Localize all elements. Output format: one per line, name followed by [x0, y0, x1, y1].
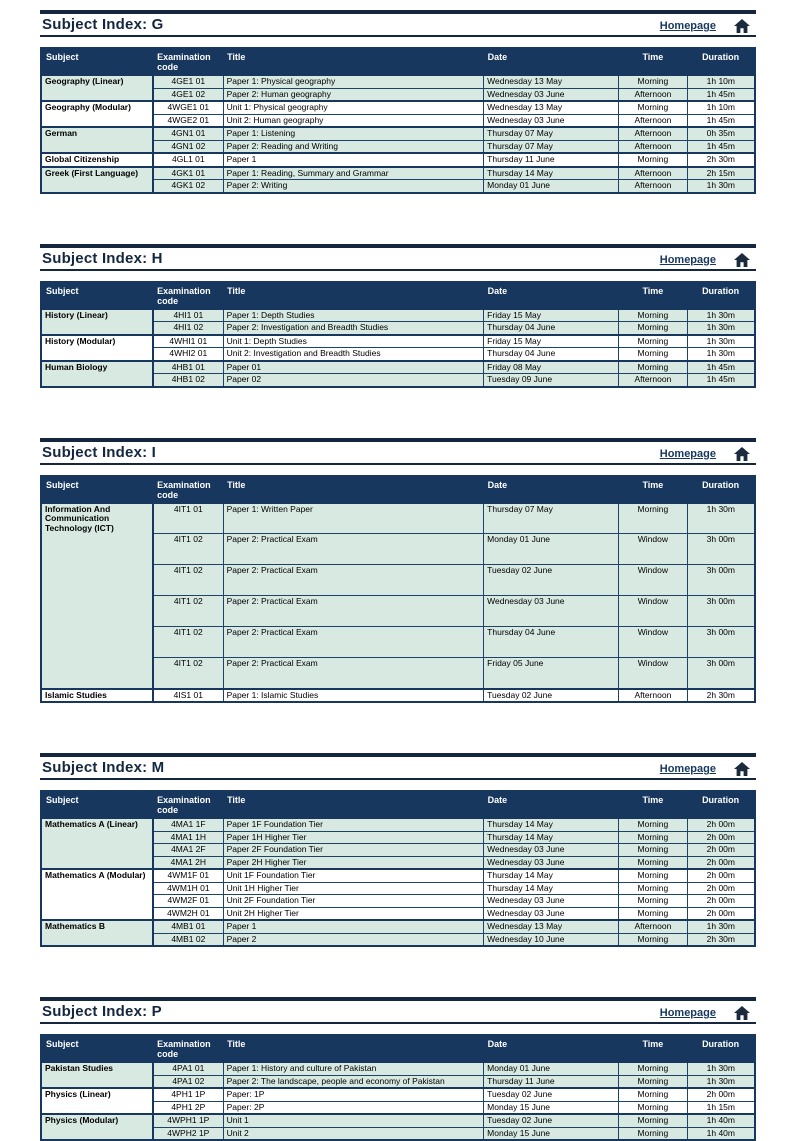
title-cell: Unit 1: Depth Studies	[223, 335, 484, 348]
table-row	[41, 869, 755, 882]
title-cell: Paper: 2P	[223, 1101, 484, 1114]
subject-cell: Human Biology	[41, 361, 153, 387]
exam-code-cell: 4WM1F 01	[153, 869, 223, 882]
home-icon[interactable]	[734, 19, 750, 33]
time-cell: Morning	[619, 322, 688, 335]
time-cell: Morning	[619, 153, 688, 167]
title-cell: Unit 1: Physical geography	[223, 101, 484, 114]
title-cell: Paper 2F Foundation Tier	[223, 844, 484, 857]
exam-code-cell: 4GK1 01	[153, 167, 223, 180]
duration-cell: 1h 30m	[687, 348, 755, 361]
date-cell: Monday 01 June	[484, 180, 619, 193]
duration-cell: 3h 00m	[687, 627, 755, 658]
title-cell: Paper 2: Practical Exam	[223, 627, 484, 658]
time-cell: Afternoon	[619, 689, 688, 703]
exam-code-cell: 4HI1 02	[153, 322, 223, 335]
title-cell: Unit 2: Human geography	[223, 114, 484, 127]
subject-cell: History (Linear)	[41, 309, 153, 335]
time-cell: Morning	[619, 348, 688, 361]
exam-code-cell: 4WM2H 01	[153, 907, 223, 920]
time-cell: Morning	[619, 1127, 688, 1140]
exam-code-cell: 4GN1 01	[153, 127, 223, 140]
section-title: Subject Index: G	[42, 16, 164, 33]
exam-code-cell: 4MB1 02	[153, 933, 223, 946]
subject-cell: Global Citizenship	[41, 153, 153, 167]
title-cell: Paper 02	[223, 374, 484, 387]
duration-cell: 1h 30m	[687, 503, 755, 534]
time-cell: Afternoon	[619, 114, 688, 127]
duration-cell: 2h 30m	[687, 689, 755, 703]
subject-cell: Pakistan Studies	[41, 1062, 153, 1088]
subject-index-section	[40, 997, 756, 1141]
duration-cell: 3h 00m	[687, 565, 755, 596]
table-row	[41, 503, 755, 534]
title-cell: Paper 2: Writing	[223, 180, 484, 193]
duration-cell: 2h 00m	[687, 895, 755, 908]
duration-cell: 1h 30m	[687, 920, 755, 933]
column-header-exam-code: Examination code	[153, 282, 223, 309]
column-header-time: Time	[619, 282, 688, 309]
subject-cell: Information And Communication Technology (ICT)	[41, 503, 153, 689]
exam-code-cell: 4WPH1 1P	[153, 1114, 223, 1127]
column-header-title: Title	[223, 282, 484, 309]
column-header-date: Date	[484, 1035, 619, 1062]
time-cell: Morning	[619, 844, 688, 857]
table-row	[41, 153, 755, 167]
exam-code-cell: 4WGE2 01	[153, 114, 223, 127]
column-header-subject: Subject	[41, 1035, 153, 1062]
table-row	[41, 127, 755, 140]
title-cell: Paper 1	[223, 920, 484, 933]
subject-cell: Physics (Linear)	[41, 1088, 153, 1114]
date-cell: Monday 01 June	[484, 534, 619, 565]
subject-cell: Greek (First Language)	[41, 167, 153, 193]
duration-cell: 2h 00m	[687, 869, 755, 882]
column-header-time: Time	[619, 476, 688, 503]
date-cell: Wednesday 03 June	[484, 907, 619, 920]
time-cell: Morning	[619, 907, 688, 920]
date-cell: Wednesday 03 June	[484, 596, 619, 627]
date-cell: Friday 15 May	[484, 335, 619, 348]
time-cell: Afternoon	[619, 167, 688, 180]
table-row	[41, 75, 755, 88]
duration-cell: 3h 00m	[687, 658, 755, 689]
table-row	[41, 1088, 755, 1101]
title-cell: Unit 1F Foundation Tier	[223, 869, 484, 882]
date-cell: Thursday 07 May	[484, 503, 619, 534]
section-header-right	[660, 1006, 754, 1020]
duration-cell: 2h 00m	[687, 844, 755, 857]
title-cell: Paper 2: Practical Exam	[223, 534, 484, 565]
section-header-right	[660, 253, 754, 267]
date-cell: Tuesday 02 June	[484, 689, 619, 703]
subject-cell: History (Modular)	[41, 335, 153, 361]
duration-cell: 1h 30m	[687, 309, 755, 322]
table-row	[41, 1062, 755, 1075]
time-cell: Morning	[619, 75, 688, 88]
time-cell: Morning	[619, 933, 688, 946]
home-icon[interactable]	[734, 253, 750, 267]
duration-cell: 3h 00m	[687, 534, 755, 565]
column-header-date: Date	[484, 282, 619, 309]
duration-cell: 2h 00m	[687, 1088, 755, 1101]
duration-cell: 2h 15m	[687, 167, 755, 180]
date-cell: Tuesday 02 June	[484, 1114, 619, 1127]
date-cell: Wednesday 03 June	[484, 114, 619, 127]
title-cell: Unit 1H Higher Tier	[223, 882, 484, 895]
duration-cell: 1h 15m	[687, 1101, 755, 1114]
table-row	[41, 818, 755, 831]
table-row	[41, 920, 755, 933]
date-cell: Wednesday 13 May	[484, 75, 619, 88]
table-row	[41, 361, 755, 374]
duration-cell: 1h 40m	[687, 1127, 755, 1140]
duration-cell: 1h 45m	[687, 374, 755, 387]
time-cell: Morning	[619, 309, 688, 322]
column-header-time: Time	[619, 791, 688, 818]
column-header-time: Time	[619, 1035, 688, 1062]
subject-index-section	[40, 244, 756, 388]
exam-code-cell: 4HI1 01	[153, 309, 223, 322]
home-icon[interactable]	[734, 447, 750, 461]
duration-cell: 2h 30m	[687, 933, 755, 946]
header-row	[41, 476, 755, 503]
duration-cell: 1h 10m	[687, 75, 755, 88]
exam-code-cell: 4WPH2 1P	[153, 1127, 223, 1140]
date-cell: Monday 01 June	[484, 1062, 619, 1075]
exam-code-cell: 4MA1 2F	[153, 844, 223, 857]
section-title: Subject Index: P	[42, 1003, 162, 1020]
column-header-exam-code: Examination code	[153, 1035, 223, 1062]
title-cell: Paper 1F Foundation Tier	[223, 818, 484, 831]
exam-code-cell: 4IS1 01	[153, 689, 223, 703]
duration-cell: 1h 30m	[687, 1062, 755, 1075]
time-cell: Morning	[619, 818, 688, 831]
exam-code-cell: 4WM2F 01	[153, 895, 223, 908]
section-header	[40, 10, 756, 37]
subject-cell: German	[41, 127, 153, 153]
date-cell: Friday 05 June	[484, 658, 619, 689]
time-cell: Morning	[619, 869, 688, 882]
time-cell: Afternoon	[619, 920, 688, 933]
duration-cell: 1h 40m	[687, 1114, 755, 1127]
title-cell: Paper 1: Depth Studies	[223, 309, 484, 322]
date-cell: Wednesday 10 June	[484, 933, 619, 946]
date-cell: Thursday 14 May	[484, 882, 619, 895]
duration-cell: 1h 45m	[687, 361, 755, 374]
duration-cell: 2h 00m	[687, 882, 755, 895]
date-cell: Friday 08 May	[484, 361, 619, 374]
exam-code-cell: 4GK1 02	[153, 180, 223, 193]
duration-cell: 1h 30m	[687, 322, 755, 335]
time-cell: Morning	[619, 1101, 688, 1114]
duration-cell: 2h 00m	[687, 831, 755, 844]
date-cell: Thursday 04 June	[484, 348, 619, 361]
title-cell: Paper 2: Practical Exam	[223, 596, 484, 627]
time-cell: Morning	[619, 1075, 688, 1088]
title-cell: Paper 2: Investigation and Breadth Studies	[223, 322, 484, 335]
date-cell: Thursday 14 May	[484, 831, 619, 844]
duration-cell: 1h 30m	[687, 335, 755, 348]
subject-cell: Physics (Modular)	[41, 1114, 153, 1140]
exam-code-cell: 4IT1 02	[153, 565, 223, 596]
date-cell: Thursday 04 June	[484, 322, 619, 335]
time-cell: Window	[619, 565, 688, 596]
exam-code-cell: 4PA1 02	[153, 1075, 223, 1088]
title-cell: Paper 1	[223, 153, 484, 167]
exam-code-cell: 4IT1 02	[153, 534, 223, 565]
section-header-right	[660, 447, 754, 461]
exam-code-cell: 4MA1 1F	[153, 818, 223, 831]
column-header-title: Title	[223, 48, 484, 75]
section-header-right	[660, 762, 754, 776]
date-cell: Monday 15 June	[484, 1127, 619, 1140]
time-cell: Afternoon	[619, 127, 688, 140]
time-cell: Morning	[619, 361, 688, 374]
home-icon[interactable]	[734, 762, 750, 776]
title-cell: Paper 2: Reading and Writing	[223, 140, 484, 153]
section-header	[40, 244, 756, 271]
column-header-duration: Duration	[687, 476, 755, 503]
time-cell: Morning	[619, 856, 688, 869]
column-header-exam-code: Examination code	[153, 476, 223, 503]
date-cell: Tuesday 02 June	[484, 565, 619, 596]
title-cell: Paper 2	[223, 933, 484, 946]
time-cell: Morning	[619, 335, 688, 348]
exam-code-cell: 4IT1 02	[153, 627, 223, 658]
homepage-link[interactable]: Homepage	[659, 20, 716, 32]
exam-code-cell: 4WHI2 01	[153, 348, 223, 361]
duration-cell: 2h 30m	[687, 153, 755, 167]
homepage-link[interactable]: Homepage	[659, 447, 716, 460]
title-cell: Paper 1: Written Paper	[223, 503, 484, 534]
column-header-duration: Duration	[687, 282, 755, 309]
column-header-date: Date	[484, 791, 619, 818]
home-icon[interactable]	[734, 1006, 750, 1020]
duration-cell: 1h 45m	[687, 88, 755, 101]
date-cell: Wednesday 13 May	[484, 920, 619, 933]
title-cell: Unit 2H Higher Tier	[223, 907, 484, 920]
exam-code-cell: 4GN1 02	[153, 140, 223, 153]
exam-code-cell: 4PH1 1P	[153, 1088, 223, 1101]
table-row	[41, 101, 755, 114]
date-cell: Thursday 14 May	[484, 167, 619, 180]
header-row	[41, 1035, 755, 1062]
date-cell: Thursday 07 May	[484, 140, 619, 153]
subject-index-section	[40, 10, 756, 194]
table-row	[41, 167, 755, 180]
title-cell: Unit 1	[223, 1114, 484, 1127]
date-cell: Thursday 11 June	[484, 1075, 619, 1088]
title-cell: Unit 2	[223, 1127, 484, 1140]
column-header-subject: Subject	[41, 791, 153, 818]
exam-code-cell: 4PH1 2P	[153, 1101, 223, 1114]
subject-cell: Geography (Linear)	[41, 75, 153, 101]
section-header-right	[660, 19, 754, 33]
column-header-date: Date	[484, 48, 619, 75]
title-cell: Paper 2: Human geography	[223, 88, 484, 101]
exam-code-cell: 4IT1 01	[153, 503, 223, 534]
section-header	[40, 997, 756, 1024]
time-cell: Morning	[619, 882, 688, 895]
duration-cell: 1h 45m	[687, 114, 755, 127]
time-cell: Window	[619, 534, 688, 565]
duration-cell: 2h 00m	[687, 856, 755, 869]
exam-code-cell: 4GE1 01	[153, 75, 223, 88]
time-cell: Morning	[619, 1114, 688, 1127]
table-row	[41, 335, 755, 348]
date-cell: Thursday 11 June	[484, 153, 619, 167]
title-cell: Paper 1: Islamic Studies	[223, 689, 484, 703]
date-cell: Thursday 14 May	[484, 869, 619, 882]
exam-code-cell: 4GL1 01	[153, 153, 223, 167]
duration-cell: 2h 00m	[687, 818, 755, 831]
title-cell: Paper 01	[223, 361, 484, 374]
date-cell: Tuesday 02 June	[484, 1088, 619, 1101]
header-row	[41, 791, 755, 818]
subject-index-section	[40, 753, 756, 947]
homepage-link[interactable]: Homepage	[659, 253, 716, 266]
column-header-subject: Subject	[41, 476, 153, 503]
time-cell: Morning	[619, 503, 688, 534]
date-cell: Wednesday 03 June	[484, 88, 619, 101]
duration-cell: 2h 00m	[687, 907, 755, 920]
table-row	[41, 309, 755, 322]
sections-root	[40, 10, 756, 1141]
column-header-exam-code: Examination code	[153, 48, 223, 75]
column-header-time: Time	[619, 48, 688, 75]
exam-code-cell: 4HB1 01	[153, 361, 223, 374]
time-cell: Afternoon	[619, 180, 688, 193]
exam-table	[40, 790, 756, 947]
date-cell: Wednesday 03 June	[484, 844, 619, 857]
time-cell: Morning	[619, 1088, 688, 1101]
date-cell: Thursday 14 May	[484, 818, 619, 831]
time-cell: Window	[619, 596, 688, 627]
exam-code-cell: 4GE1 02	[153, 88, 223, 101]
exam-code-cell: 4WGE1 01	[153, 101, 223, 114]
date-cell: Tuesday 09 June	[484, 374, 619, 387]
time-cell: Afternoon	[619, 140, 688, 153]
column-header-subject: Subject	[41, 48, 153, 75]
duration-cell: 3h 00m	[687, 596, 755, 627]
title-cell: Paper 2: Practical Exam	[223, 658, 484, 689]
title-cell: Unit 2: Investigation and Breadth Studies	[223, 348, 484, 361]
section-header	[40, 438, 756, 465]
title-cell: Paper 1: Physical geography	[223, 75, 484, 88]
exam-code-cell: 4MB1 01	[153, 920, 223, 933]
subject-cell: Geography (Modular)	[41, 101, 153, 127]
date-cell: Wednesday 03 June	[484, 856, 619, 869]
duration-cell: 1h 45m	[687, 140, 755, 153]
title-cell: Unit 2F Foundation Tier	[223, 895, 484, 908]
exam-code-cell: 4MA1 2H	[153, 856, 223, 869]
homepage-link[interactable]: Homepage	[659, 1007, 716, 1019]
exam-table	[40, 281, 756, 388]
date-cell: Thursday 04 June	[484, 627, 619, 658]
date-cell: Wednesday 13 May	[484, 101, 619, 114]
exam-table	[40, 1034, 756, 1141]
time-cell: Window	[619, 627, 688, 658]
exam-code-cell: 4MA1 1H	[153, 831, 223, 844]
title-cell: Paper 1H Higher Tier	[223, 831, 484, 844]
column-header-subject: Subject	[41, 282, 153, 309]
column-header-duration: Duration	[687, 791, 755, 818]
duration-cell: 1h 30m	[687, 180, 755, 193]
title-cell: Paper: 1P	[223, 1088, 484, 1101]
table-row	[41, 689, 755, 703]
exam-code-cell: 4WM1H 01	[153, 882, 223, 895]
section-title: Subject Index: M	[42, 759, 165, 776]
date-cell: Monday 15 June	[484, 1101, 619, 1114]
column-header-duration: Duration	[687, 48, 755, 75]
exam-code-cell: 4IT1 02	[153, 596, 223, 627]
exam-table	[40, 47, 756, 194]
duration-cell: 0h 35m	[687, 127, 755, 140]
time-cell: Afternoon	[619, 374, 688, 387]
exam-table	[40, 475, 756, 704]
column-header-title: Title	[223, 791, 484, 818]
section-header	[40, 753, 756, 780]
subject-index-section	[40, 438, 756, 704]
title-cell: Paper 1: Reading, Summary and Grammar	[223, 167, 484, 180]
time-cell: Morning	[619, 831, 688, 844]
table-row	[41, 1114, 755, 1127]
column-header-title: Title	[223, 1035, 484, 1062]
exam-code-cell: 4HB1 02	[153, 374, 223, 387]
section-title: Subject Index: H	[42, 249, 163, 267]
title-cell: Paper 1: Listening	[223, 127, 484, 140]
date-cell: Friday 15 May	[484, 309, 619, 322]
date-cell: Wednesday 03 June	[484, 895, 619, 908]
subject-cell: Mathematics A (Linear)	[41, 818, 153, 869]
column-header-exam-code: Examination code	[153, 791, 223, 818]
duration-cell: 1h 10m	[687, 101, 755, 114]
title-cell: Paper 1: History and culture of Pakistan	[223, 1062, 484, 1075]
title-cell: Paper 2H Higher Tier	[223, 856, 484, 869]
section-title: Subject Index: I	[42, 443, 157, 461]
subject-cell: Mathematics B	[41, 920, 153, 946]
homepage-link[interactable]: Homepage	[659, 763, 716, 775]
duration-cell: 1h 30m	[687, 1075, 755, 1088]
exam-code-cell: 4IT1 02	[153, 658, 223, 689]
header-row	[41, 282, 755, 309]
column-header-duration: Duration	[687, 1035, 755, 1062]
subject-cell: Mathematics A (Modular)	[41, 869, 153, 920]
time-cell: Window	[619, 658, 688, 689]
title-cell: Paper 2: The landscape, people and economy of Pakistan	[223, 1075, 484, 1088]
exam-code-cell: 4WHI1 01	[153, 335, 223, 348]
time-cell: Morning	[619, 895, 688, 908]
time-cell: Afternoon	[619, 88, 688, 101]
title-cell: Paper 2: Practical Exam	[223, 565, 484, 596]
column-header-date: Date	[484, 476, 619, 503]
exam-code-cell: 4PA1 01	[153, 1062, 223, 1075]
header-row	[41, 48, 755, 75]
time-cell: Morning	[619, 101, 688, 114]
time-cell: Morning	[619, 1062, 688, 1075]
subject-cell: Islamic Studies	[41, 689, 153, 703]
date-cell: Thursday 07 May	[484, 127, 619, 140]
column-header-title: Title	[223, 476, 484, 503]
